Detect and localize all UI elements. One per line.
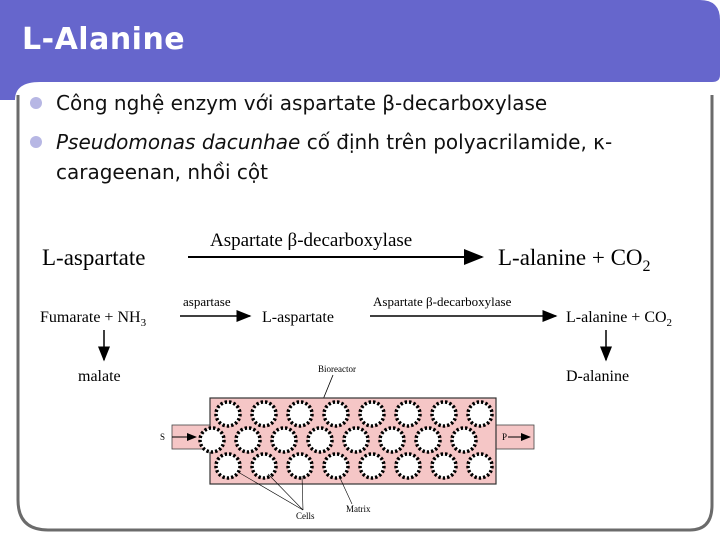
cell-bead	[468, 454, 492, 478]
cell-bead	[236, 428, 260, 452]
reaction2-enzyme1: aspartase	[183, 294, 231, 309]
cell-bead	[416, 428, 440, 452]
side-product-d-alanine: D-alanine	[566, 368, 630, 385]
side-product-malate: malate	[78, 368, 121, 385]
cell-bead	[452, 428, 476, 452]
bioreactor	[160, 364, 534, 521]
reaction2-end-subscript: 2	[666, 317, 673, 329]
cell-bead	[324, 454, 348, 478]
organism-name: Pseudomonas dacunhae	[56, 130, 301, 154]
cell-bead	[324, 402, 348, 426]
reaction2-middle: L-aspartate	[262, 309, 334, 326]
cell-bead	[308, 428, 332, 452]
slide-title: L-Alanine	[22, 22, 186, 57]
cell-bead	[396, 402, 420, 426]
reaction2-start	[40, 309, 147, 329]
cell-bead	[216, 402, 240, 426]
outlet-label: P	[502, 432, 508, 442]
reaction2-end	[566, 309, 672, 329]
reaction1-product-subscript: 2	[642, 258, 651, 275]
cell-bead	[252, 454, 276, 478]
reaction2-end-text: L-alanine + CO	[566, 309, 667, 326]
cell-bead	[468, 402, 492, 426]
reaction1-substrate: L-aspartate	[42, 245, 146, 270]
cell-bead	[288, 454, 312, 478]
reaction2-start-subscript: 3	[140, 317, 147, 329]
bioreactor-label: Bioreactor	[318, 364, 356, 374]
matrix-label: Matrix	[346, 504, 371, 514]
reaction1-product-text: L-alanine + CO	[498, 245, 643, 270]
reaction2-enzyme2: Aspartate β-decarboxylase	[373, 294, 512, 309]
cell-bead	[272, 428, 296, 452]
cell-bead	[396, 454, 420, 478]
reaction1-enzyme: Aspartate β-decarboxylase	[210, 230, 413, 251]
cell-bead	[380, 428, 404, 452]
bullet-text-line2: carageenan, nhồi cột	[56, 160, 268, 184]
cell-bead	[360, 454, 384, 478]
cell-bead	[344, 428, 368, 452]
inlet-label: S	[160, 432, 166, 442]
reaction1-product	[498, 245, 651, 275]
bullet-text: Công nghệ enzym với aspartate β-decarboxylase	[56, 91, 548, 115]
cell-bead	[432, 454, 456, 478]
cell-bead	[360, 402, 384, 426]
cells-label: Cells	[296, 511, 315, 521]
cell-bead	[200, 428, 224, 452]
cell-bead	[252, 402, 276, 426]
cell-bead	[216, 454, 240, 478]
cell-bead	[432, 402, 456, 426]
reaction2-start-text: Fumarate + NH	[40, 309, 141, 326]
cell-bead	[288, 402, 312, 426]
bullet-text-rest: cố định trên polyacrilamide, κ-	[300, 130, 613, 154]
